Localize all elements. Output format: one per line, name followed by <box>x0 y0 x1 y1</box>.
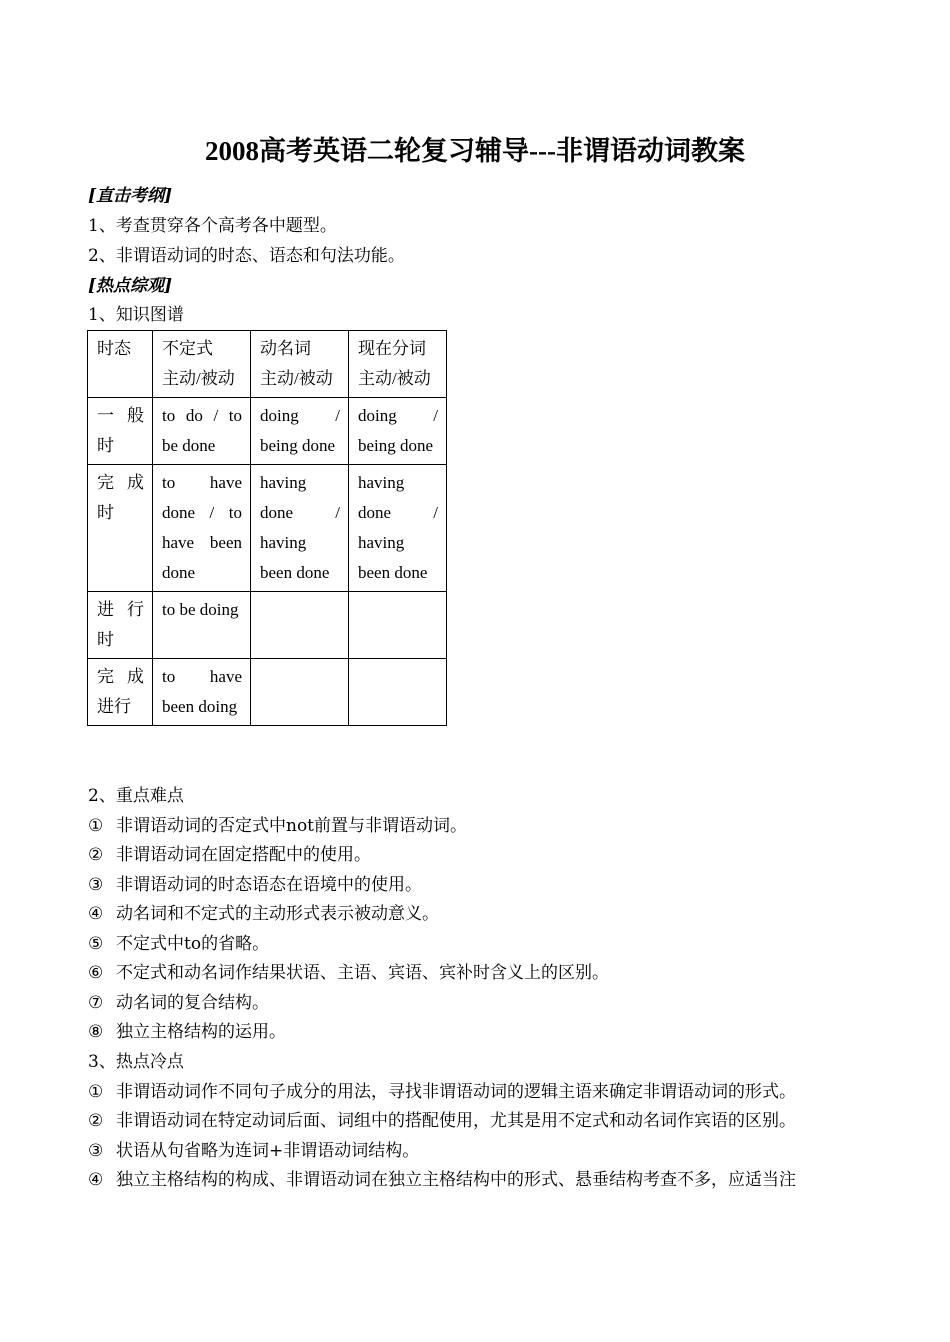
table-row <box>88 659 447 726</box>
item-text: 不定式和动名词作结果状语、主语、宾语、宾补时含义上的区别。 <box>116 963 609 983</box>
list-item <box>88 1110 796 1132</box>
subheading-hot-points: 3、热点冷点 <box>88 1052 184 1072</box>
table-cell <box>349 659 447 726</box>
table-header-cell: 时态 <box>88 331 153 398</box>
table-cell: having done / having been done <box>349 465 447 592</box>
table-row <box>88 465 447 592</box>
list-item <box>88 992 269 1014</box>
list-item <box>88 933 269 955</box>
table-header-cell <box>349 331 447 398</box>
item-number: ① <box>88 816 104 836</box>
item-text: 非谓语动词作不同句子成分的用法，寻找非谓语动词的逻辑主语来确定非谓语动词的形式。 <box>116 1082 796 1102</box>
page-title: 2008高考英语二轮复习辅导---非谓语动词教案 <box>205 136 745 166</box>
list-item <box>88 1140 419 1162</box>
item-number: ① <box>88 1082 104 1102</box>
table-cell: to be doing <box>153 592 251 659</box>
table-header-cell <box>153 331 251 398</box>
list-item <box>88 874 422 896</box>
syllabus-item: 2、非谓语动词的时态、语态和句法功能。 <box>88 246 405 266</box>
item-number: ⑦ <box>88 993 104 1013</box>
item-text: 状语从句省略为连词+非谓语动词结构。 <box>116 1141 420 1161</box>
subheading-knowledge-map: 1、知识图谱 <box>88 305 184 325</box>
header-label: 动名词 主动/被动 <box>260 339 333 388</box>
header-label: 现在分词 主动/被动 <box>358 339 431 388</box>
section-heading-syllabus: [直击考纲] <box>88 186 173 206</box>
item-text: 动名词和不定式的主动形式表示被动意义。 <box>116 904 439 924</box>
table-cell: 完成进行 <box>88 659 153 726</box>
list-item <box>88 1021 286 1043</box>
table-cell: 一般时 <box>88 398 153 465</box>
section-heading-overview: [热点综观] <box>88 276 173 296</box>
table-cell <box>349 592 447 659</box>
table-cell: doing / being done <box>251 398 349 465</box>
item-number: ③ <box>88 1141 104 1161</box>
table-cell <box>251 592 349 659</box>
syllabus-item: 1、考查贯穿各个高考各中题型。 <box>88 216 337 236</box>
item-number: ④ <box>88 1170 104 1190</box>
table-header-row <box>88 331 447 398</box>
item-text: 独立主格结构的运用。 <box>116 1022 286 1042</box>
list-item <box>88 962 609 984</box>
item-number: ⑥ <box>88 963 104 983</box>
table-cell: to do / to be done <box>153 398 251 465</box>
item-number: ⑤ <box>88 934 104 954</box>
table-cell: 完成时 <box>88 465 153 592</box>
item-text: 非谓语动词在特定动词后面、词组中的搭配使用，尤其是用不定式和动名词作宾语的区别。 <box>116 1111 796 1131</box>
header-label: 不定式 主动/被动 <box>162 339 235 388</box>
table-cell: doing / being done <box>349 398 447 465</box>
item-text: 非谓语动词在固定搭配中的使用。 <box>116 845 371 865</box>
item-number: ⑧ <box>88 1022 104 1042</box>
item-number: ③ <box>88 875 104 895</box>
item-text: 非谓语动词的时态语态在语境中的使用。 <box>116 875 422 895</box>
table-cell: to have been doing <box>153 659 251 726</box>
list-item <box>88 844 371 866</box>
item-number: ④ <box>88 904 104 924</box>
table-cell: 进行时 <box>88 592 153 659</box>
table-row <box>88 592 447 659</box>
table-cell: having done / having been done <box>251 465 349 592</box>
item-text: 独立主格结构的构成、非谓语动词在独立主格结构中的形式、悬垂结构考查不多，应适当注 <box>116 1170 796 1190</box>
table-cell <box>251 659 349 726</box>
list-item <box>88 815 467 837</box>
subheading-key-points: 2、重点难点 <box>88 786 184 806</box>
item-text: 不定式中to的省略。 <box>116 934 270 954</box>
list-item <box>88 1169 796 1191</box>
item-number: ② <box>88 1111 104 1131</box>
table-header-cell <box>251 331 349 398</box>
nonfinite-verb-table <box>87 330 447 726</box>
item-text: 非谓语动词的否定式中not前置与非谓语动词。 <box>116 816 468 836</box>
table-row <box>88 398 447 465</box>
item-text: 动名词的复合结构。 <box>116 993 269 1013</box>
list-item <box>88 903 439 925</box>
item-number: ② <box>88 845 104 865</box>
table-cell: to have done / to have been done <box>153 465 251 592</box>
list-item <box>88 1081 796 1103</box>
